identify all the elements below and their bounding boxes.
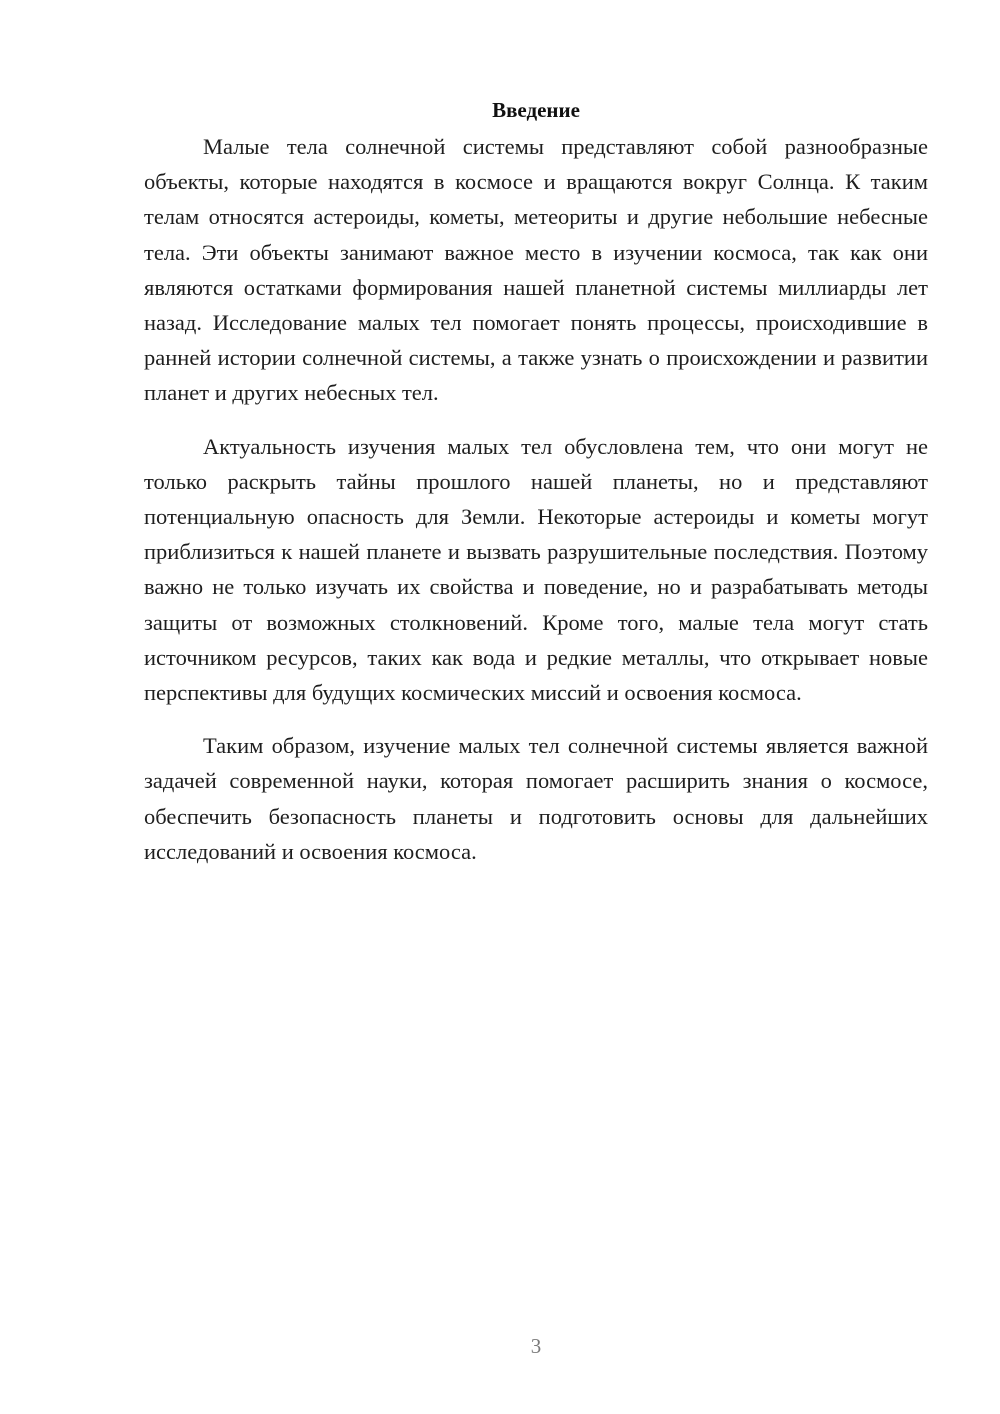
page-number: 3 xyxy=(530,1334,542,1358)
section-heading: Введение xyxy=(492,98,580,122)
paragraph-relevance: Актуальность изучения малых тел обусловлена тем, что они могут не только раскрыть тайны прошлого нашей планеты, но и представляют потенциальную опасность для Земли. Некоторые астероиды и кометы могут приблизиться к нашей планете и вызвать разрушительные последствия. Поэтому важно не только изучать их свойства и поведение, но и разрабатывать методы защиты от возможных столкновений. Кроме того, малые тела могут стать источником ресурсов, таких как вода и редкие металлы, что открывает новые перспективы для будущих космических миссий и освоения космоса. xyxy=(144,433,928,706)
paragraph-conclusion: Таким образом, изучение малых тел солнечной системы является важной задачей современной науки, которая помогает расширить знания о космосе, обеспечить безопасность планеты и подготовить основы для дальнейших исследований и освоения космоса. xyxy=(144,733,928,864)
paragraph-intro: Малые тела солнечной системы представляют собой разнообразные объекты, которые находятся в космосе и вращаются вокруг Солнца. К таким телам относятся астероиды, кометы, метеориты и другие небольшие небесные тела. Эти объекты занимают важное место в изучении космоса, так как они являются остатками формирования нашей планетной системы миллиарды лет назад. Исследование малых тел помогает понять процессы, происходившие в ранней истории солнечной системы, а также узнать о происхождении и развитии планет и других небесных тел. xyxy=(144,134,928,406)
page-body xyxy=(144,93,928,869)
